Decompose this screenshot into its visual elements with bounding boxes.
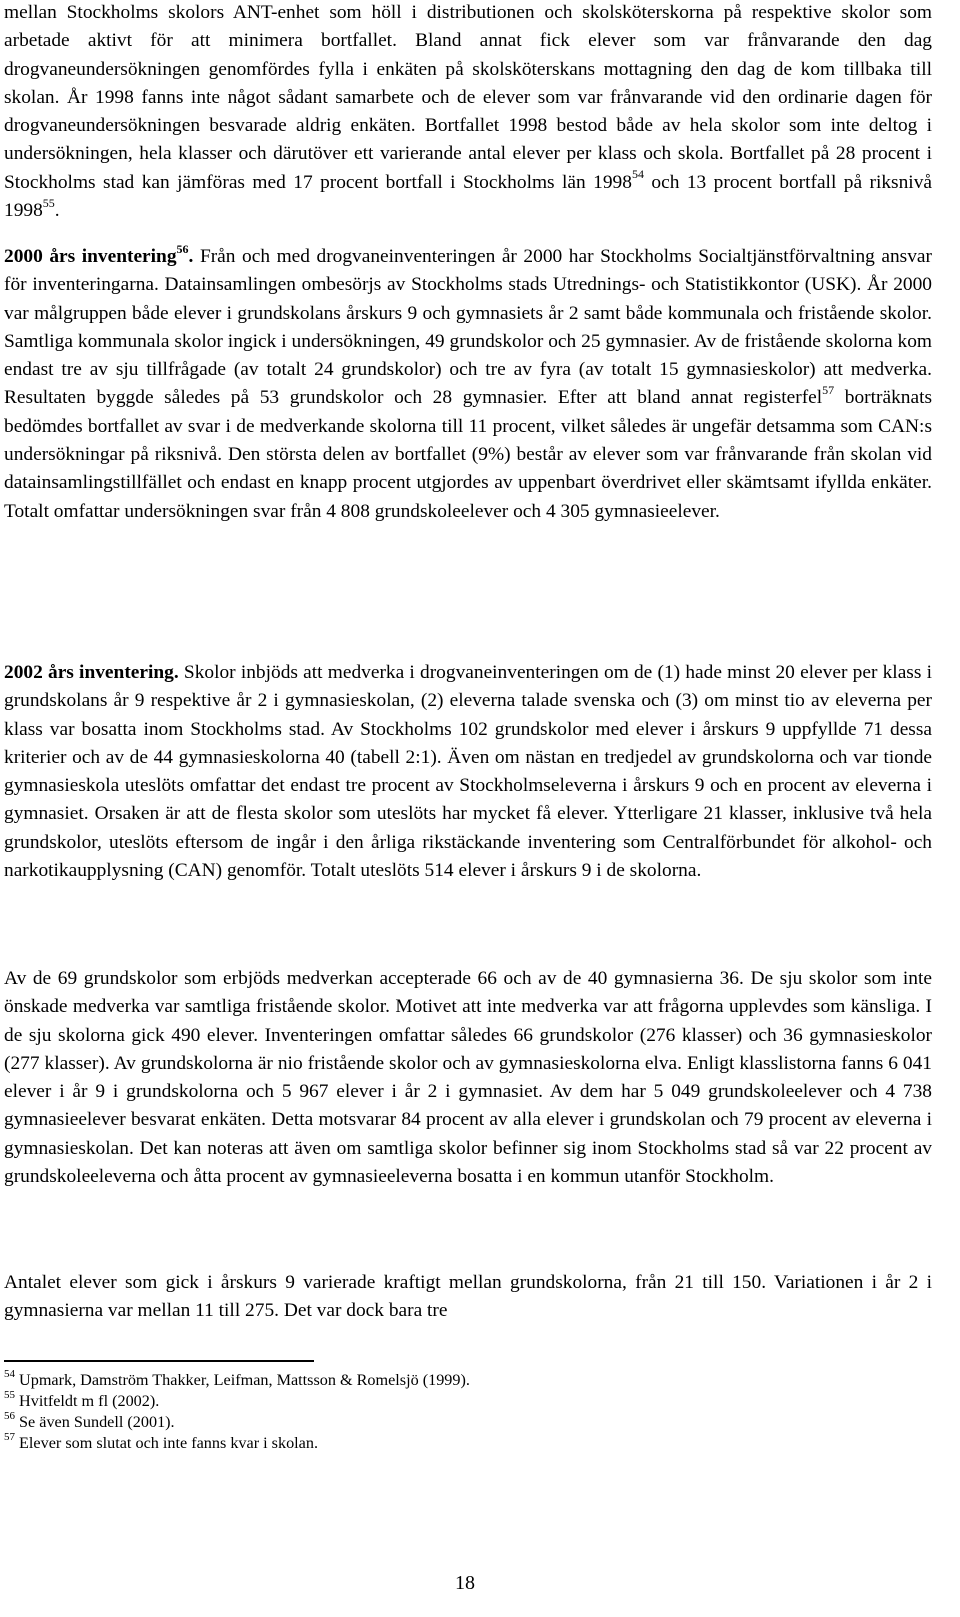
footnotes-section <box>4 1367 932 1454</box>
footnote-ref-57[interactable]: 57 <box>822 383 835 398</box>
body-paragraph-3 <box>4 659 932 885</box>
footnote-divider <box>4 1360 314 1362</box>
footnote-text: Elever som slutat och inte fanns kvar i skolan. <box>15 1434 318 1452</box>
paragraph-text: Skolor inbjöds att medverka i drogvaneinventeringen om de (1) hade minst 20 elever per klass i grundskolans år 9 respektive år 2 i gymnasieskolan, (2) eleverna talade svenska och (3) om minst tio av eleverna per klass var bosatta inom Stockholms stad. Av Stockholms 102 grundskolor med elever i årskurs 9 uppfyllde 71 dessa kriterier och av de 44 gymnasieskolorna 40 (tabell 2:1). Även om nästan en tredjedel av grundskolorna och var tionde gymnasieskola uteslöts omfattar det endast tre procent av Stockholmseleverna i årskurs 9 och en procent av eleverna i gymnasiet. Orsaken är att de flesta skolor som uteslöts har mycket få elever. Ytterligare 21 klasser, inklusive två hela grundskolor, uteslöts eftersom de ingår i den årliga rikstäckande inventering som Centralförbundet för alkohol- och narkotikaupplysning (CAN) genomför. Totalt uteslöts 514 elever i årskurs 9 i de skolorna. <box>4 662 932 882</box>
section-heading-period: . <box>188 246 194 267</box>
footnote-number: 57 <box>4 1430 15 1443</box>
paragraph-text: mellan Stockholms skolors ANT-enhet som höll i distributionen och skolsköterskorna på respektive skolor som arbetade aktivt för att minimera bortfallet. Bland annat fick elever som var frånvarande den dag drogvaneundersökningen genomfördes fylla i enkäten på skolsköterskans mottagning den dag de kom tillbaka till skolan. År 1998 fanns inte något sådant samarbete och de elever som var frånvarande vid den ordinarie dagen för drogvaneundersökningen besvarade aldrig enkäten. Bortfallet 1998 bestod både av hela skolor som inte deltog i undersökningen, hela klasser och därutöver ett varierande antal elever per klass och skola. Bortfallet på 28 procent i Stockholms stad kan jämföras med 17 procent bortfall i Stockholms län 1998 <box>4 2 932 193</box>
paragraph-text: . <box>54 200 60 222</box>
body-paragraph-5 <box>4 1269 932 1326</box>
body-paragraph-2 <box>4 243 932 526</box>
footnote-number: 54 <box>4 1367 15 1380</box>
footnote-57 <box>4 1430 932 1454</box>
paragraph-text: Från och med drogvaneinventeringen år 2000 har Stockholms Socialtjänstförvaltning ansvar för inventeringarna. Datainsamlingen ombesörjs av Stockholms stads Utrednings- och Statistikkontor (USK). År 2000 var målgruppen både elever i grundskolans årskurs 9 och gymnasiets år 2 samt både kommunala och fristående skolor. Samtliga kommunala skolor ingick i undersökningen, 49 grundskolor och 25 gymnasier. Av de fristående skolorna kom endast tre av sju tillfrågade (av totalt 24 grundskolor) och tre av fyra (av totalt 15 gymnasieskolor) att medverka. Resultaten byggde således på 53 grundskolor och 28 gymnasier. Efter att bland annat registerfel <box>4 246 932 409</box>
footnote-number: 55 <box>4 1388 15 1401</box>
footnote-text: Se även Sundell (2001). <box>15 1413 175 1431</box>
body-paragraph-1 <box>4 0 932 225</box>
footnote-text: Upmark, Damström Thakker, Leifman, Mattsson & Romelsjö (1999). <box>15 1371 470 1389</box>
footnote-ref-56[interactable]: 56 <box>176 241 189 256</box>
section-heading-2002: 2002 års inventering. <box>4 662 179 683</box>
footnote-55 <box>4 1388 932 1412</box>
footnote-ref-54[interactable]: 54 <box>631 167 644 182</box>
footnote-56 <box>4 1409 932 1433</box>
body-paragraph-4 <box>4 965 932 1191</box>
page-number: 18 <box>455 1572 475 1594</box>
paragraph-text: och 13 procent bortfall på riksnivå 1998 <box>4 171 932 222</box>
paragraph-text: borträknats bedömdes bortfallet av svar i de medverkande skolorna till 11 procent, vilket således är ungefär detsamma som CAN:s undersökningar på riksnivå. Den största delen av bortfallet (9%) består av elever som var frånvarande från skolan vid datainsamlingstillfället och endast en knapp procent utgjordes av uppenbart överdrivet eller skämtsamt ifyllda enkäter. Totalt omfattar undersökningen svar från 4 808 grundskoleelever och 4 305 gymnasieelever. <box>4 387 933 522</box>
footnote-ref-55[interactable]: 55 <box>42 195 55 210</box>
section-heading-2000: 2000 års inventering <box>4 246 177 267</box>
paragraph-text: Av de 69 grundskolor som erbjöds medverkan accepterade 66 och av de 40 gymnasierna 36. De sju skolor som inte önskade medverka var samtliga fristående skolor. Motivet att inte medverka var att frågorna upplevdes som känsliga. I de sju skolorna gick 490 elever. Inventeringen omfattar således 66 grundskolor (276 klasser) och 36 gymnasieskolor (277 klasser). Av grundskolorna är nio fristående skolor och av gymnasieskolorna elva. Enligt klasslistorna fanns 6 041 elever i år 9 i grundskolorna och 5 967 elever i år 2 i gymnasiet. Av dem har 5 049 grundskoleelever och 4 738 gymnasieelever besvarat enkäten. Detta motsvarar 84 procent av alla elever i grundskolan och 79 procent av eleverna i gymnasieskolan. Det kan noteras att även om samtliga skolor befinner sig inom Stockholms stad så var 22 procent av grundskoleeleverna och åtta procent av gymnasieeleverna bosatta i en kommun utanför Stockholm. <box>4 968 932 1188</box>
footnote-54 <box>4 1367 932 1391</box>
footnote-number: 56 <box>4 1409 15 1422</box>
paragraph-text: Antalet elever som gick i årskurs 9 varierade kraftigt mellan grundskolorna, från 21 till 150. Variationen i år 2 i gymnasierna var mellan 11 till 275. Det var dock bara tre <box>4 1272 932 1322</box>
footnote-text: Hvitfeldt m fl (2002). <box>15 1392 160 1410</box>
